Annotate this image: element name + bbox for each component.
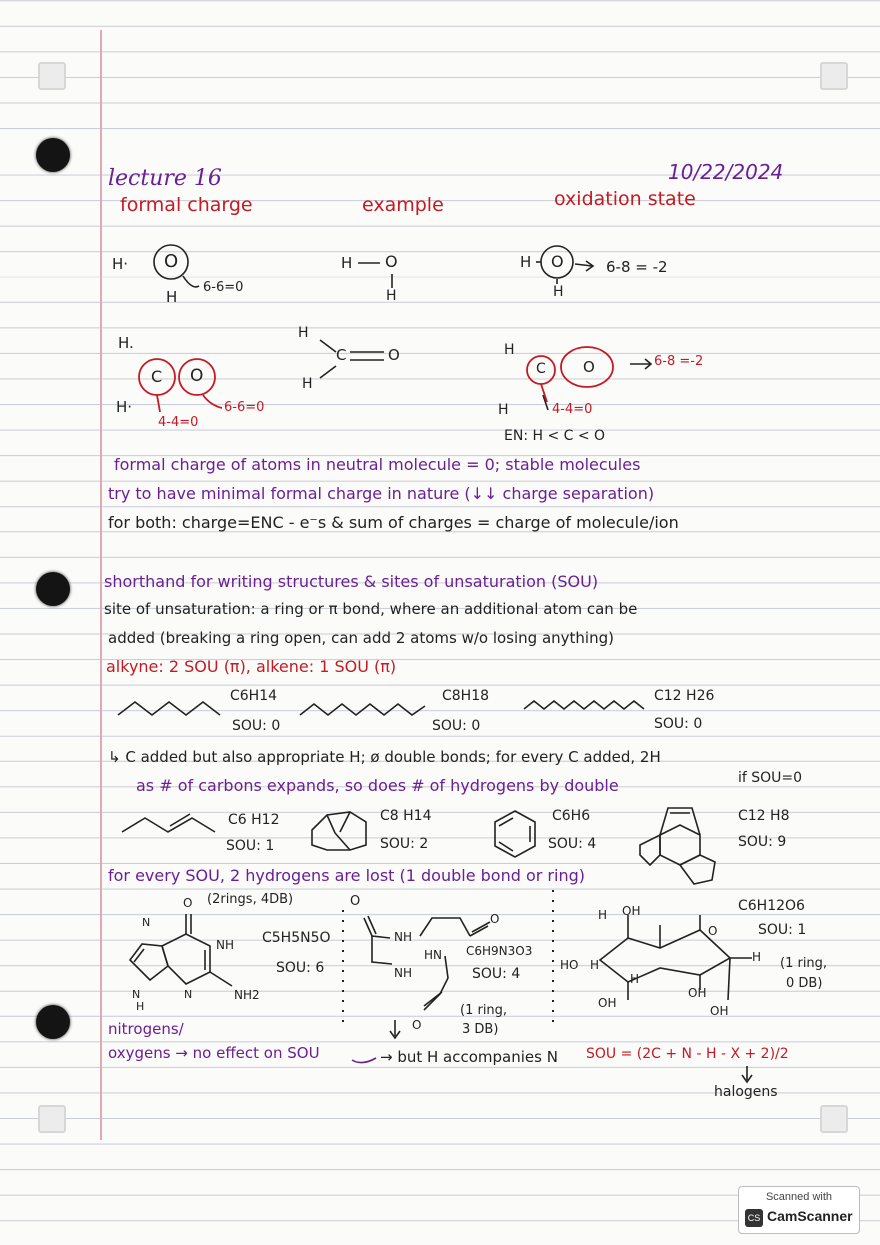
note-line-8: ↳ C added but also appropriate H; ø double bonds; for every C added, 2H	[108, 748, 661, 766]
peptide-note-1: (1 ring,	[460, 1003, 508, 1018]
note-line-1: formal charge of atoms in neutral molecule = 0; stable molecules	[114, 455, 641, 474]
column-heading-example: example	[362, 194, 444, 216]
sugar-h3: H	[630, 972, 640, 986]
camscanner-logo-icon: CS	[745, 1209, 763, 1227]
purine-o: O	[183, 896, 193, 910]
water-h-bottom: H	[166, 288, 178, 306]
sugar-sou: SOU: 1	[758, 922, 807, 938]
water-oxygen: O	[164, 251, 179, 272]
example-water-h-bottom: H	[386, 288, 397, 304]
camscanner-badge	[738, 1186, 860, 1234]
note-line-9: as # of carbons expands, so does # of hydrogens by double	[136, 776, 619, 795]
purine-nh: NH	[216, 938, 234, 952]
peptide-hn: HN	[424, 948, 442, 962]
ox-fa-o-calc: 6-8 =-2	[654, 354, 704, 369]
peptide-o: O	[350, 894, 361, 909]
ox-water-h-bottom: H	[553, 284, 564, 300]
sugar-oh: OH	[622, 904, 641, 918]
ring-formula: C6 H12	[228, 812, 280, 828]
camscanner-name: CamScanner	[767, 1208, 853, 1224]
alkane-sou: SOU: 0	[654, 716, 703, 732]
water-h-left: H·	[112, 255, 129, 273]
ox-fa-h-bottom: H	[498, 402, 509, 418]
peptide-o2: O	[490, 912, 500, 926]
note-line-7: alkyne: 2 SOU (π), alkene: 1 SOU (π)	[106, 657, 397, 676]
note-line-6: added (breaking a ring open, can add 2 atoms w/o losing anything)	[108, 629, 614, 647]
lecture-date: 10/22/2024	[668, 160, 784, 184]
purine-n: N	[142, 916, 151, 929]
example-water-h: H	[341, 254, 353, 272]
fa-h-bottom: H·	[116, 398, 133, 416]
peptide-o3: O	[412, 1018, 422, 1032]
note-line-10: for every SOU, 2 hydrogens are lost (1 double bond or ring)	[108, 866, 585, 885]
ox-water-h: H	[520, 253, 532, 271]
purine-n3: N	[184, 988, 193, 1001]
purine-nh2: NH2	[234, 988, 260, 1002]
ring-sou: SOU: 4	[548, 836, 597, 852]
sugar-ho: HO	[560, 958, 579, 972]
footer-but: → but H accompanies N	[380, 1048, 558, 1066]
sugar-note-1: (1 ring,	[780, 956, 828, 971]
note-line-5: site of unsaturation: a ring or π bond, where an additional atom can be	[104, 600, 638, 618]
water-fc-calc: 6-6=0	[203, 280, 244, 295]
ex-fa-o: O	[388, 346, 400, 364]
sugar-oh2: OH	[598, 996, 617, 1010]
ox-fa-h-top: H	[504, 342, 515, 358]
electronegativity-order: EN: H < C < O	[504, 428, 606, 444]
ox-fa-c-calc: 4-4=0	[552, 402, 593, 417]
peptide-sou: SOU: 4	[472, 966, 521, 982]
alkane-formula: C6H14	[230, 688, 278, 704]
footer-oxygens: oxygens → no effect on SOU	[108, 1044, 320, 1062]
example-water-o: O	[385, 252, 398, 271]
ox-fa-o: O	[583, 358, 595, 376]
ring-formula: C8 H14	[380, 808, 432, 824]
fa-oxygen: O	[190, 366, 204, 386]
ring-sou: SOU: 2	[380, 836, 429, 852]
sugar-formula: C6H12O6	[738, 898, 805, 914]
note-line-3: for both: charge=ENC - e⁻s & sum of charges = charge of molecule/ion	[108, 513, 679, 532]
sugar-oh3: OH	[688, 986, 707, 1000]
purine-n2: N	[132, 988, 141, 1001]
alkane-formula: C12 H26	[654, 688, 715, 704]
alkane-sou: SOU: 0	[432, 718, 481, 734]
purine-note: (2rings, 4DB)	[207, 892, 294, 907]
fa-h-top: H.	[118, 334, 134, 352]
fa-o-calc: 6-6=0	[224, 400, 265, 415]
sugar-h2: H	[590, 958, 600, 972]
note-line-2: try to have minimal formal charge in nature (↓↓ charge separation)	[108, 484, 655, 503]
ring-sou: SOU: 9	[738, 834, 787, 850]
ring-formula: C12 H8	[738, 808, 790, 824]
lecture-title: lecture 16	[108, 166, 222, 191]
scanned-with-label: Scanned with	[765, 1191, 833, 1203]
sugar-oh4: OH	[710, 1004, 729, 1018]
sugar-note-2: 0 DB)	[786, 976, 823, 991]
footer-halogens: halogens	[714, 1084, 778, 1100]
ex-fa-c: C	[336, 346, 347, 364]
alkane-sou: SOU: 0	[232, 718, 281, 734]
ox-fa-c: C	[536, 361, 546, 377]
peptide-formula: C6H9N3O3	[466, 944, 533, 958]
alkane-formula: C8H18	[442, 688, 490, 704]
ox-water-o: O	[551, 252, 564, 271]
purine-formula: C5H5N5O	[262, 930, 331, 946]
fa-carbon: C	[151, 367, 163, 386]
purine-sou: SOU: 6	[276, 960, 325, 976]
footer-sou-formula: SOU = (2C + N - H - X + 2)/2	[586, 1046, 789, 1062]
purine-h: H	[136, 1000, 145, 1013]
ex-fa-h-top: H	[298, 325, 309, 341]
peptide-note-2: 3 DB)	[462, 1022, 499, 1037]
note-line-4: shorthand for writing structures & sites of unsaturation (SOU)	[104, 572, 599, 591]
sugar-ring-o: O	[708, 924, 718, 938]
fa-c-calc: 4-4=0	[158, 415, 199, 430]
ring-formula: C6H6	[552, 808, 591, 824]
ring-sou: SOU: 1	[226, 838, 275, 854]
sugar-h4: H	[752, 950, 762, 964]
peptide-nh2: NH	[394, 966, 412, 980]
footer-nitrogens: nitrogens/	[108, 1020, 184, 1038]
note-line-9b: if SOU=0	[738, 770, 803, 786]
sugar-h: H	[598, 908, 608, 922]
peptide-nh: NH	[394, 930, 412, 944]
ox-water-calc: 6-8 = -2	[606, 258, 668, 276]
ex-fa-h-bottom: H	[302, 376, 313, 392]
column-heading-oxidation-state: oxidation state	[554, 188, 696, 210]
column-heading-formal-charge: formal charge	[120, 194, 253, 216]
